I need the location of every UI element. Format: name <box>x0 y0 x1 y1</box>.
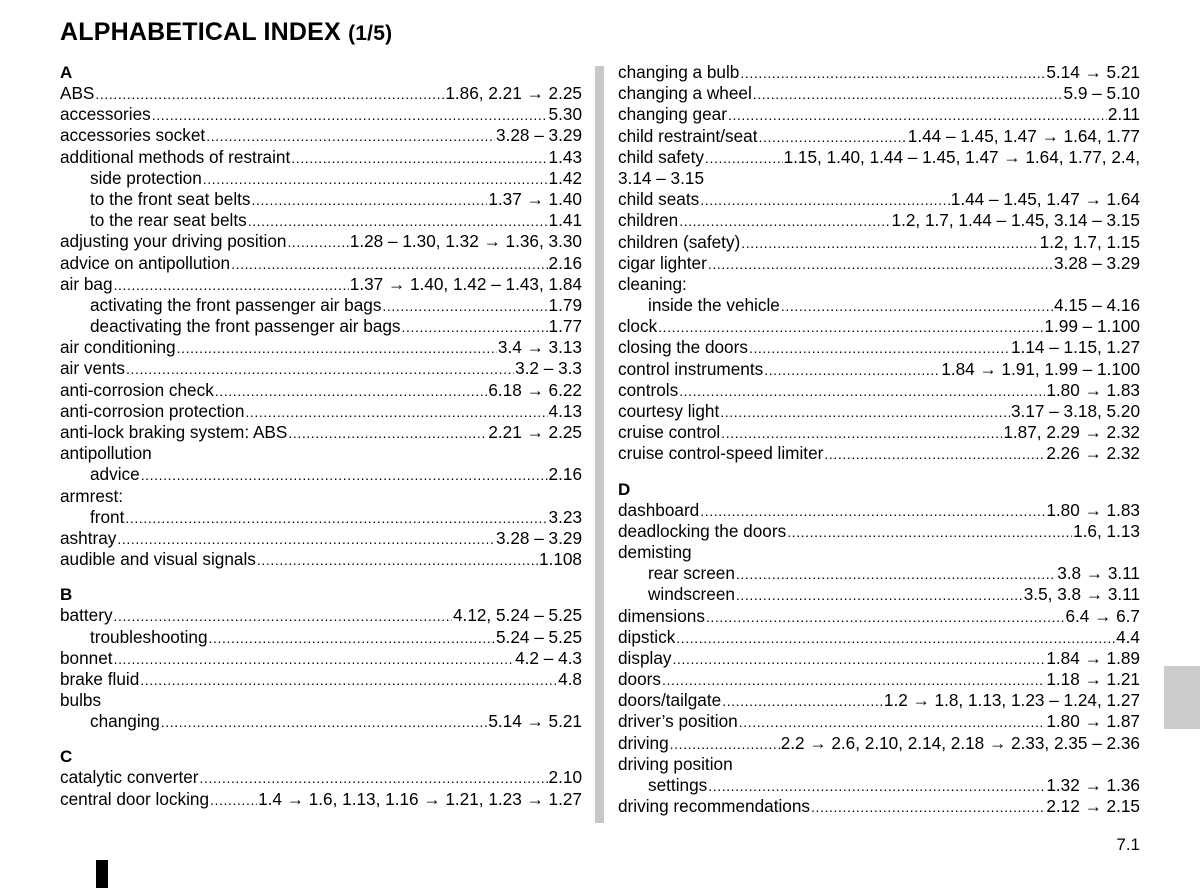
entry-page-reference: 1.2 → 1.8, 1.13, 1.23 – 1.24, 1.27 <box>883 690 1140 711</box>
entry-term: battery <box>60 605 113 626</box>
dot-leader <box>758 127 906 148</box>
entry-page-reference: 1.84 → 1.89 <box>1046 647 1140 668</box>
entry-page-reference: 3.23 <box>548 506 582 527</box>
entry-page-reference: 1.2, 1.7, 1.44 – 1.45, 3.14 – 3.15 <box>891 210 1140 231</box>
entry-page-reference: 4.12, 5.24 – 5.25 <box>452 605 582 626</box>
dot-leader <box>739 712 1046 733</box>
dot-leader <box>721 423 1002 444</box>
dot-leader <box>705 148 783 169</box>
index-heading: bulbs <box>60 690 102 711</box>
index-entry <box>618 316 1140 337</box>
index-entry <box>618 189 1140 210</box>
index-subentry <box>618 775 1140 796</box>
dot-leader <box>114 649 515 670</box>
entry-term: rear screen <box>648 563 735 584</box>
entry-page-reference: 1.80 → 1.87 <box>1046 711 1140 732</box>
entry-term: dashboard <box>618 499 700 520</box>
dot-leader <box>749 338 1010 359</box>
entry-term: cruise control-speed limiter <box>618 443 824 464</box>
entry-term: accessories socket <box>60 125 206 146</box>
index-subentry <box>60 627 582 648</box>
index-entry <box>618 606 1140 627</box>
dot-leader <box>676 628 1115 649</box>
entry-term: side protection <box>90 167 202 188</box>
index-entry <box>618 232 1140 253</box>
index-heading: antipollution <box>60 443 152 464</box>
entry-page-reference: 1.4 → 1.6, 1.13, 1.16 → 1.21, 1.23 → 1.27 <box>258 788 582 809</box>
dot-leader <box>288 423 487 444</box>
index-entry <box>618 210 1140 231</box>
index-entry <box>618 337 1140 358</box>
index-column-right <box>618 62 1140 817</box>
section-gap <box>60 732 582 746</box>
index-entry <box>618 253 1140 274</box>
entry-page-reference: 1.37 → 1.40, 1.42 – 1.43, 1.84 <box>349 273 582 294</box>
entry-page-reference: 1.42 <box>548 167 582 188</box>
entry-page-reference: 5.30 <box>548 104 582 125</box>
dot-leader <box>728 105 1107 126</box>
index-entry <box>618 627 1140 648</box>
dot-leader <box>114 606 452 627</box>
dot-leader <box>245 402 547 423</box>
entry-page-reference: 1.87, 2.29 → 2.32 <box>1003 422 1140 443</box>
entry-term: activating the front passenger air bags <box>90 294 382 315</box>
entry-page-reference: 6.18 → 6.22 <box>488 379 582 400</box>
index-entry <box>618 500 1140 521</box>
entry-term: cigar lighter <box>618 252 707 273</box>
entry-term: changing a bulb <box>618 62 740 82</box>
entry-term: bonnet <box>60 647 113 668</box>
entry-term: audible and visual signals <box>60 549 256 570</box>
index-heading: cleaning: <box>618 273 687 294</box>
entry-page-reference: 4.15 – 4.16 <box>1053 295 1140 316</box>
entry-term: anti-corrosion protection <box>60 400 245 421</box>
index-entry <box>618 648 1140 669</box>
dot-leader <box>736 564 1056 585</box>
section-letter: B <box>60 585 73 605</box>
entry-page-reference: 5.14 → 5.21 <box>1046 62 1140 82</box>
entry-term: advice <box>90 464 140 485</box>
dot-leader <box>753 84 1063 105</box>
index-subentry <box>60 464 582 485</box>
entry-page-reference: 1.43 <box>548 146 582 167</box>
page-title <box>60 18 392 47</box>
index-column-left <box>60 62 582 810</box>
index-entry <box>618 711 1140 732</box>
index-subentry <box>60 168 582 189</box>
index-subentry <box>60 507 582 528</box>
entry-page-reference: 4.4 <box>1116 626 1140 647</box>
index-entry <box>60 789 582 810</box>
entry-page-reference: 1.6, 1.13 <box>1073 520 1140 541</box>
entry-term: central door locking <box>60 788 210 809</box>
entry-page-reference: 2.26 → 2.32 <box>1046 443 1140 464</box>
index-entry <box>60 253 582 274</box>
index-entry <box>60 648 582 669</box>
entry-term: dimensions <box>618 605 705 626</box>
entry-term: anti-lock braking system: ABS <box>60 422 288 442</box>
entry-page-reference: 1.15, 1.40, 1.44 – 1.45, 1.47 → 1.64, 1.77, 2.4, <box>783 146 1140 167</box>
dot-leader <box>741 233 1038 254</box>
index-entry <box>60 380 582 401</box>
entry-term: driver’s position <box>618 711 738 732</box>
index-heading: armrest: <box>60 485 124 506</box>
index-entry <box>60 147 582 168</box>
entry-page-reference: 1.14 – 1.15, 1.27 <box>1010 337 1140 358</box>
entry-term: dipstick <box>618 626 676 647</box>
dot-leader <box>141 465 548 486</box>
index-subentry <box>60 711 582 732</box>
dot-leader <box>402 317 548 338</box>
entry-term: doors <box>618 669 661 690</box>
dot-leader <box>824 444 1045 465</box>
entry-term: child restraint/seat <box>618 125 758 146</box>
entry-page-reference: 3.28 – 3.29 <box>495 125 582 146</box>
dot-leader <box>382 296 547 317</box>
entry-page-reference: 2.16 <box>548 464 582 485</box>
index-entry <box>618 359 1140 380</box>
dot-leader <box>700 501 1045 522</box>
entry-term: troubleshooting <box>90 626 208 647</box>
entry-term: to the rear seat belts <box>90 210 247 231</box>
dot-leader <box>764 360 940 381</box>
entry-term: to the front seat belts <box>90 188 251 209</box>
entry-term: child seats <box>618 189 700 210</box>
index-entry <box>60 358 582 379</box>
index-heading: demisting <box>618 541 692 562</box>
index-heading: driving position <box>618 753 733 774</box>
entry-page-reference: 1.41 <box>548 210 582 231</box>
section-letter: C <box>60 747 73 767</box>
entry-page-reference: 3.28 – 3.29 <box>495 527 582 548</box>
index-entry <box>60 605 582 626</box>
entry-term: driving <box>618 732 669 753</box>
entry-page-reference: 1.77 <box>548 316 582 337</box>
entry-page-reference: 1.80 → 1.83 <box>1046 499 1140 520</box>
index-entry <box>60 83 582 104</box>
index-heading: 3.14 – 3.15 <box>618 167 705 188</box>
index-entry <box>618 401 1140 422</box>
dot-leader <box>203 169 548 190</box>
dot-leader <box>126 359 514 380</box>
index-entry <box>618 147 1140 168</box>
index-entry <box>60 767 582 788</box>
entry-page-reference: 3.5, 3.8 → 3.11 <box>1023 584 1140 605</box>
entry-term: catalytic converter <box>60 767 199 788</box>
entry-term: windscreen <box>648 584 735 605</box>
entry-page-reference: 5.14 → 5.21 <box>488 711 582 732</box>
index-entry <box>618 733 1140 754</box>
dot-leader <box>206 126 495 147</box>
entry-term: deadlocking the doors <box>618 520 787 541</box>
entry-term: changing gear <box>618 104 727 125</box>
entry-page-reference: 2.16 <box>548 252 582 273</box>
dot-leader <box>708 254 1053 275</box>
index-entry <box>60 104 582 125</box>
entry-page-reference: 2.11 <box>1107 104 1140 125</box>
dot-leader <box>781 296 1053 317</box>
entry-term: controls <box>618 379 679 400</box>
entry-page-reference: 2.10 <box>548 767 582 788</box>
dot-leader <box>177 338 497 359</box>
entry-page-reference: 1.32 → 1.36 <box>1046 775 1140 795</box>
dot-leader <box>811 797 1045 818</box>
page-number: 7.1 <box>1116 835 1140 854</box>
entry-page-reference: 3.17 – 3.18, 5.20 <box>1010 401 1140 421</box>
entry-page-reference: 3.8 → 3.11 <box>1057 563 1140 584</box>
entry-term: air conditioning <box>60 337 176 358</box>
entry-page-reference: 1.44 – 1.45, 1.47 → 1.64, 1.77 <box>907 125 1140 146</box>
entry-term: driving recommendations <box>618 796 811 817</box>
entry-term: display <box>618 647 672 668</box>
index-entry <box>60 274 582 295</box>
index-entry <box>618 422 1140 443</box>
section-gap <box>60 570 582 584</box>
index-entry <box>60 337 582 358</box>
dot-leader <box>209 628 495 649</box>
entry-page-reference: 5.9 – 5.10 <box>1063 83 1140 104</box>
dot-leader <box>787 522 1072 543</box>
dot-leader <box>248 211 548 232</box>
dot-leader <box>161 712 488 733</box>
entry-page-reference: 2.12 → 2.15 <box>1046 796 1140 817</box>
dot-leader <box>287 232 348 253</box>
index-entry <box>60 401 582 422</box>
dot-leader <box>200 768 548 789</box>
dot-leader <box>252 190 488 211</box>
entry-term: brake fluid <box>60 668 140 689</box>
dot-leader <box>140 670 557 691</box>
dot-leader <box>291 148 547 169</box>
entry-term: changing a wheel <box>618 83 752 104</box>
section-letter: D <box>618 479 631 499</box>
dot-leader <box>740 63 1045 84</box>
index-subentry <box>618 295 1140 316</box>
entry-page-reference: 4.2 – 4.3 <box>515 647 582 668</box>
title-text: ALPHABETICAL INDEX <box>60 18 341 46</box>
column-divider <box>595 66 604 823</box>
entry-term: air vents <box>60 358 125 379</box>
dot-leader <box>700 190 950 211</box>
entry-term: closing the doors <box>618 337 748 358</box>
entry-page-reference: 1.44 – 1.45, 1.47 → 1.64 <box>950 189 1140 210</box>
entry-term: control instruments <box>618 358 764 379</box>
dot-leader <box>114 275 349 296</box>
entry-term: anti-corrosion check <box>60 379 214 400</box>
entry-page-reference: 5.24 – 5.25 <box>495 626 582 647</box>
entry-page-reference: 1.108 <box>538 549 582 570</box>
dot-leader <box>679 381 1045 402</box>
dot-leader <box>736 585 1023 606</box>
entry-page-reference: 1.18 → 1.21 <box>1046 669 1140 690</box>
dot-leader <box>117 529 495 550</box>
section-gap <box>618 465 1140 479</box>
dot-leader <box>210 790 257 811</box>
entry-page-reference: 1.99 – 1.100 <box>1044 316 1140 337</box>
entry-term: accessories <box>60 104 151 125</box>
index-entry <box>60 422 582 443</box>
index-entry <box>618 690 1140 711</box>
index-entry <box>618 521 1140 542</box>
index-subentry <box>60 210 582 231</box>
dot-leader <box>706 607 1065 628</box>
entry-term: deactivating the front passenger air bags <box>90 316 401 337</box>
index-subentry <box>618 563 1140 584</box>
entry-term: advice on antipollution <box>60 252 231 273</box>
print-crop-mark <box>96 860 108 888</box>
entry-term: adjusting your driving position <box>60 231 287 252</box>
entry-page-reference: 3.28 – 3.29 <box>1053 252 1140 273</box>
entry-page-reference: 1.2, 1.7, 1.15 <box>1039 231 1140 252</box>
dot-leader <box>95 84 444 105</box>
dot-leader <box>231 254 547 275</box>
entry-term: settings <box>648 775 708 795</box>
dot-leader <box>708 776 1045 797</box>
index-subentry <box>60 316 582 337</box>
index-subentry <box>60 189 582 210</box>
index-entry <box>618 62 1140 83</box>
entry-term: cruise control <box>618 422 721 443</box>
entry-page-reference: 4.13 <box>548 400 582 421</box>
dot-leader <box>679 211 890 232</box>
index-entry <box>618 83 1140 104</box>
dot-leader <box>125 508 547 529</box>
index-entry <box>60 125 582 146</box>
entry-term: ashtray <box>60 527 117 548</box>
entry-term: doors/tailgate <box>618 690 722 711</box>
entry-term: air bag <box>60 273 113 294</box>
dot-leader <box>215 381 488 402</box>
index-subentry <box>60 295 582 316</box>
entry-page-reference: 1.37 → 1.40 <box>488 188 582 209</box>
entry-term: child safety <box>618 146 704 167</box>
entry-term: children (safety) <box>618 231 741 252</box>
entry-page-reference: 1.84 → 1.91, 1.99 – 1.100 <box>941 358 1140 379</box>
index-entry <box>60 669 582 690</box>
dot-leader <box>662 670 1045 691</box>
entry-page-reference: 3.2 – 3.3 <box>515 358 582 379</box>
entry-page-reference: 3.4 → 3.13 <box>497 337 582 358</box>
entry-term: changing <box>90 711 160 732</box>
dot-leader <box>720 402 1010 423</box>
index-entry <box>618 796 1140 817</box>
index-entry <box>618 443 1140 464</box>
dot-leader <box>257 550 538 571</box>
entry-term: children <box>618 210 679 231</box>
entry-term: clock <box>618 316 658 337</box>
entry-page-reference: 2.21 → 2.25 <box>488 422 582 442</box>
index-entry <box>618 126 1140 147</box>
entry-term: additional methods of restraint <box>60 146 291 167</box>
entry-term: courtesy light <box>618 401 720 421</box>
entry-page-reference: 1.79 <box>548 294 582 315</box>
entry-term: ABS <box>60 83 95 103</box>
index-entry <box>60 528 582 549</box>
dot-leader <box>152 105 548 126</box>
entry-page-reference: 2.2 → 2.6, 2.10, 2.14, 2.18 → 2.33, 2.35 – 2.36 <box>780 732 1140 753</box>
dot-leader <box>670 734 780 755</box>
chapter-tab-marker <box>1164 666 1200 729</box>
entry-term: inside the vehicle <box>648 295 780 316</box>
dot-leader <box>722 691 883 712</box>
dot-leader <box>673 649 1046 670</box>
index-entry <box>60 549 582 570</box>
entry-page-reference: 1.28 – 1.30, 1.32 → 1.36, 3.30 <box>349 231 582 252</box>
entry-page-reference: 1.86, 2.21 → 2.25 <box>445 83 582 103</box>
index-entry <box>618 104 1140 125</box>
index-entry <box>618 380 1140 401</box>
section-letter: A <box>60 63 73 82</box>
index-entry <box>618 669 1140 690</box>
entry-page-reference: 1.80 → 1.83 <box>1046 379 1140 400</box>
entry-term: front <box>90 506 125 527</box>
entry-page-reference: 6.4 → 6.7 <box>1065 605 1140 626</box>
index-entry <box>60 231 582 252</box>
dot-leader <box>658 317 1043 338</box>
index-subentry <box>618 584 1140 605</box>
entry-page-reference: 4.8 <box>558 668 582 689</box>
title-part-indicator: (1/5) <box>348 22 393 45</box>
